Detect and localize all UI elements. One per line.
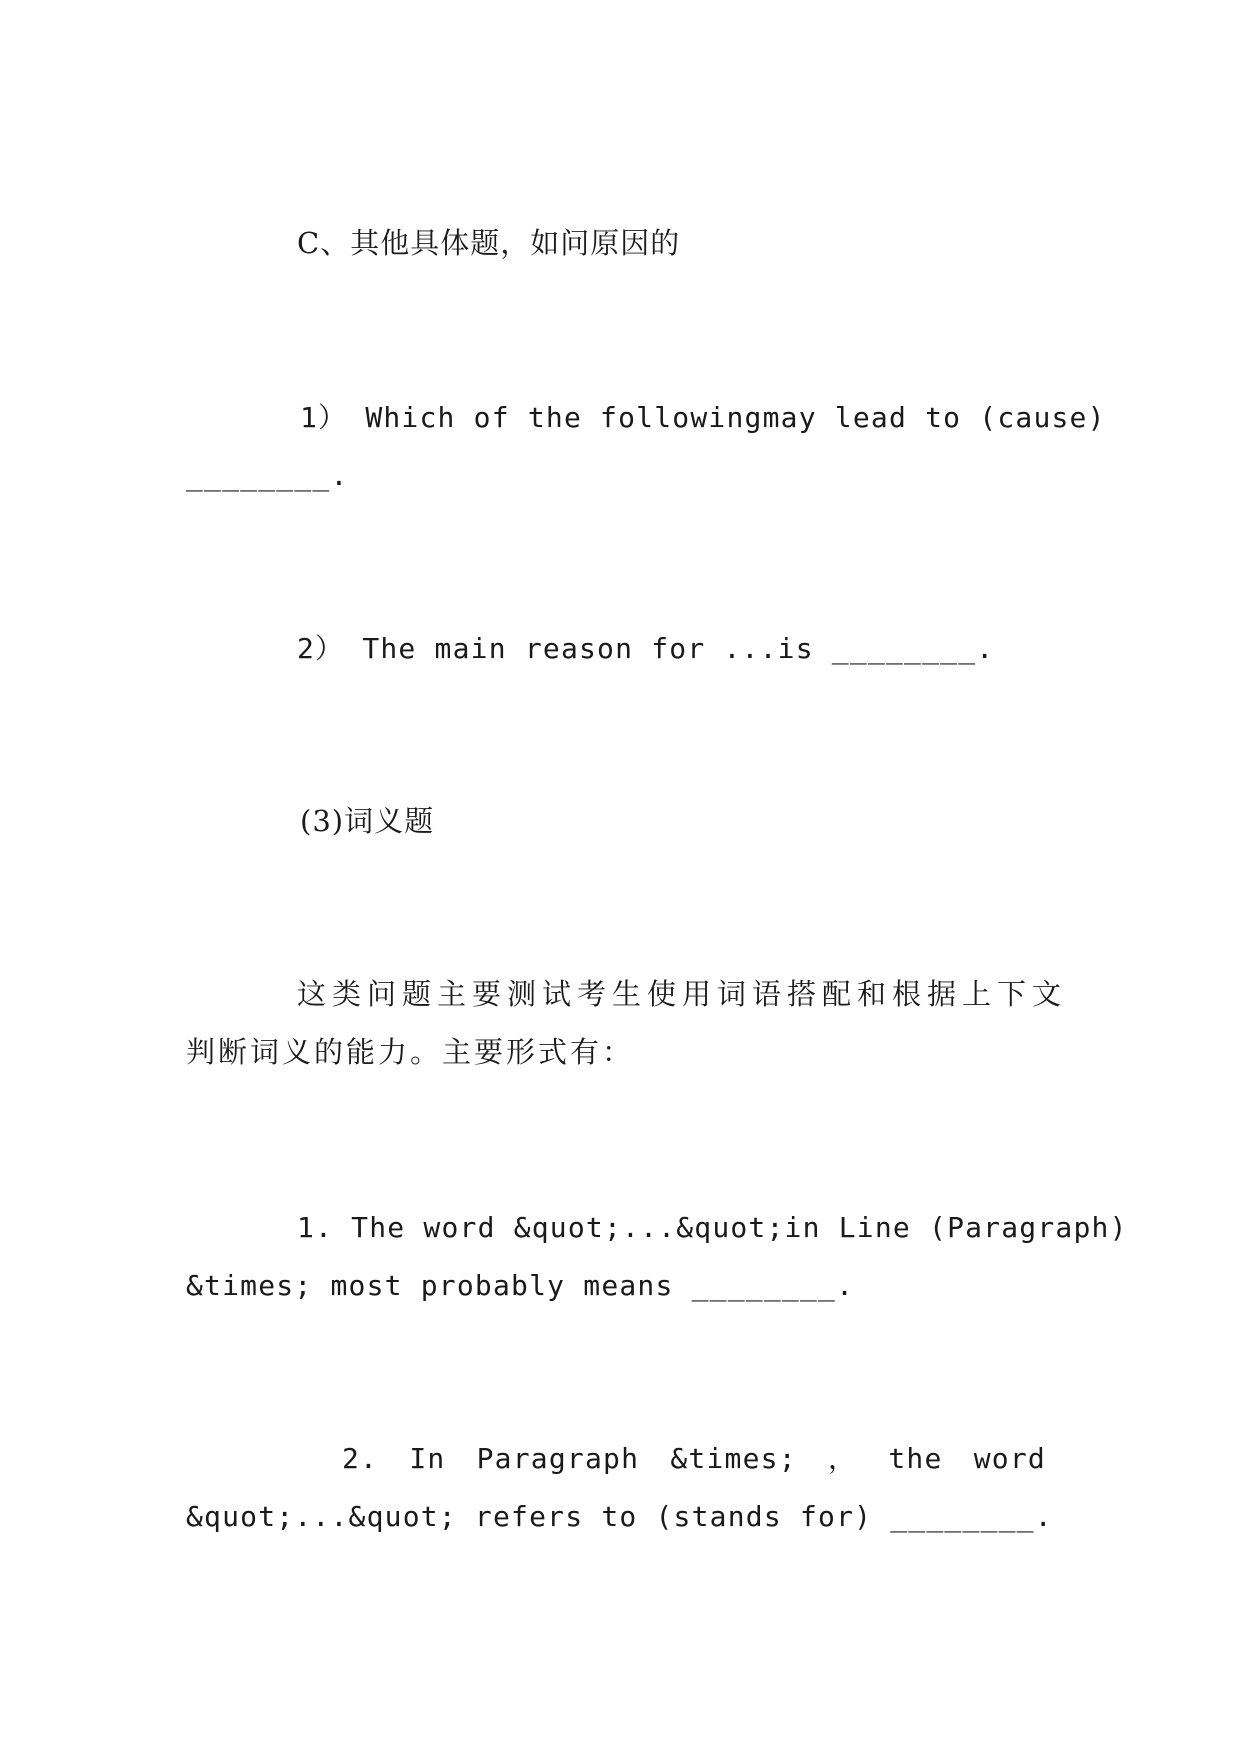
item-2-word: In xyxy=(409,1442,446,1475)
intro-line-1: 这类问题主要测试考生使用词语搭配和根据上下文 xyxy=(297,977,1068,1011)
item-2-word: ， xyxy=(827,1442,858,1475)
item-2-word: &times; xyxy=(670,1442,797,1475)
heading-c: C、其他具体题，如问原因的 xyxy=(297,226,681,260)
question-2: 2） The main reason for ...is ________. xyxy=(297,632,995,665)
question-1-line-2: ________. xyxy=(186,459,349,492)
item-2-line-1 xyxy=(342,1442,1046,1476)
item-2-word: the xyxy=(888,1442,943,1475)
item-1-line-1: 1. The word &quot;...&quot;in Line (Paragraph) xyxy=(297,1211,1128,1244)
item-1-line-2: &times; most probably means ________. xyxy=(186,1269,855,1302)
item-2-number: 2. xyxy=(342,1442,379,1475)
intro-line-2: 判断词义的能力。主要形式有： xyxy=(186,1035,635,1069)
section-3-heading: (3)词义题 xyxy=(300,804,435,838)
item-2-word: word xyxy=(973,1442,1046,1475)
item-2-line-2: &quot;...&quot; refers to (stands for) ________. xyxy=(186,1500,1053,1533)
question-1-line-1: 1） Which of the followingmay lead to (cause) xyxy=(300,401,1106,434)
item-2-word: Paragraph xyxy=(476,1442,640,1475)
